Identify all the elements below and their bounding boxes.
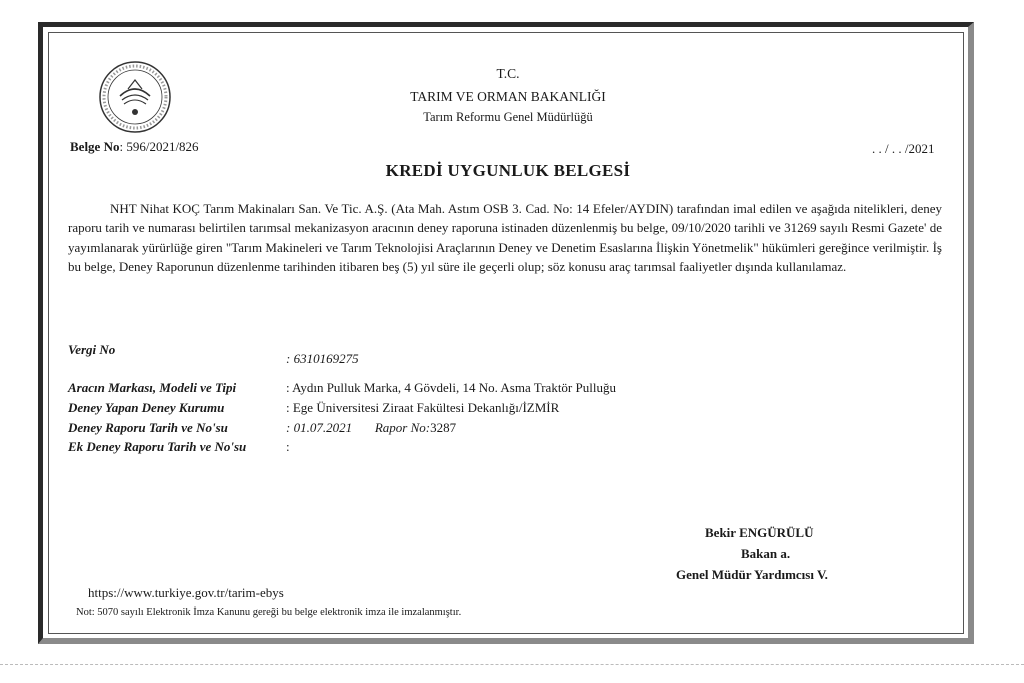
signer-name: Bekir ENGÜRÜLÜ bbox=[705, 525, 814, 540]
document-date: . . / . . /2021 bbox=[872, 141, 935, 156]
belge-no bbox=[70, 139, 199, 155]
belge-no-value: : 596/2021/826 bbox=[119, 139, 199, 154]
rapor-date: : 01.07.2021 bbox=[286, 420, 353, 435]
header-directorate: Tarım Reformu Genel Müdürlüğü bbox=[423, 110, 593, 124]
vergi-value bbox=[286, 351, 359, 367]
rapor-value bbox=[286, 420, 456, 436]
document-title: KREDİ UYGUNLUK BELGESİ bbox=[385, 161, 631, 180]
belge-no-label: Belge No bbox=[70, 139, 120, 154]
e-signature-note: Not: 5070 sayılı Elektronik İmza Kanunu gereği bu belge elektronik imza ile imzalanmıştır. bbox=[76, 607, 462, 618]
ministry-seal-icon bbox=[98, 60, 172, 134]
header-ministry: TARIM VE ORMAN BAKANLIĞI bbox=[410, 89, 606, 104]
vergi-value-text: : 6310169275 bbox=[286, 351, 359, 366]
rapor-no-label: Rapor No: bbox=[374, 420, 431, 435]
arac-label: Aracın Markası, Modeli ve Tipi bbox=[68, 380, 237, 395]
scan-edge-line bbox=[0, 664, 1024, 665]
arac-value: : Aydın Pulluk Marka, 4 Gövdeli, 14 No. Asma Traktör Pulluğu bbox=[286, 380, 616, 395]
kurum-value: : Ege Üniversitesi Ziraat Fakültesi Dekanlığı/İZMİR bbox=[286, 400, 560, 415]
signer-title: Genel Müdür Yardımcısı V. bbox=[676, 567, 828, 582]
verification-url[interactable]: https://www.turkiye.gov.tr/tarim-ebys bbox=[88, 585, 284, 600]
vergi-label: Vergi No bbox=[68, 342, 116, 357]
header-tc: T.C. bbox=[496, 66, 520, 81]
rapor-no-value: 3287 bbox=[430, 420, 457, 435]
kurum-label: Deney Yapan Deney Kurumu bbox=[68, 400, 225, 415]
ek-label: Ek Deney Raporu Tarih ve No'su bbox=[68, 439, 247, 454]
rapor-label: Deney Raporu Tarih ve No'su bbox=[68, 420, 228, 435]
ek-value: : bbox=[286, 439, 290, 454]
signer-authority: Bakan a. bbox=[741, 546, 791, 561]
body-paragraph: NHT Nihat KOÇ Tarım Makinaları San. Ve Tic. A.Ş. (Ata Mah. Astım OSB 3. Cad. No: 14 Efeler/AYDIN) tarafından imal edilen ve aşağıda nitelikleri, deney raporu tarih ve numarası belirtilen tarımsal mekanizasyon aracının deney raporuna istinaden düzenlenmiş bu belge, 09/10/2020 tarihli ve 31269 sayılı Resmi Gazete' de yayımlanarak yürürlüğe giren "Tarım Makineleri ve Tarım Teknolojisi Araçlarının Deney ve Denetim Esaslarına İlişkin Yönetmelik" hükümleri gereğince verilmiştir. İş bu belge, Deney Raporunun düzenlenme tarihinden itibaren beş (5) yıl süre ile geçerli olup; söz konusu araç tarımsal faaliyetler dışında kullanılamaz. bbox=[68, 201, 942, 275]
